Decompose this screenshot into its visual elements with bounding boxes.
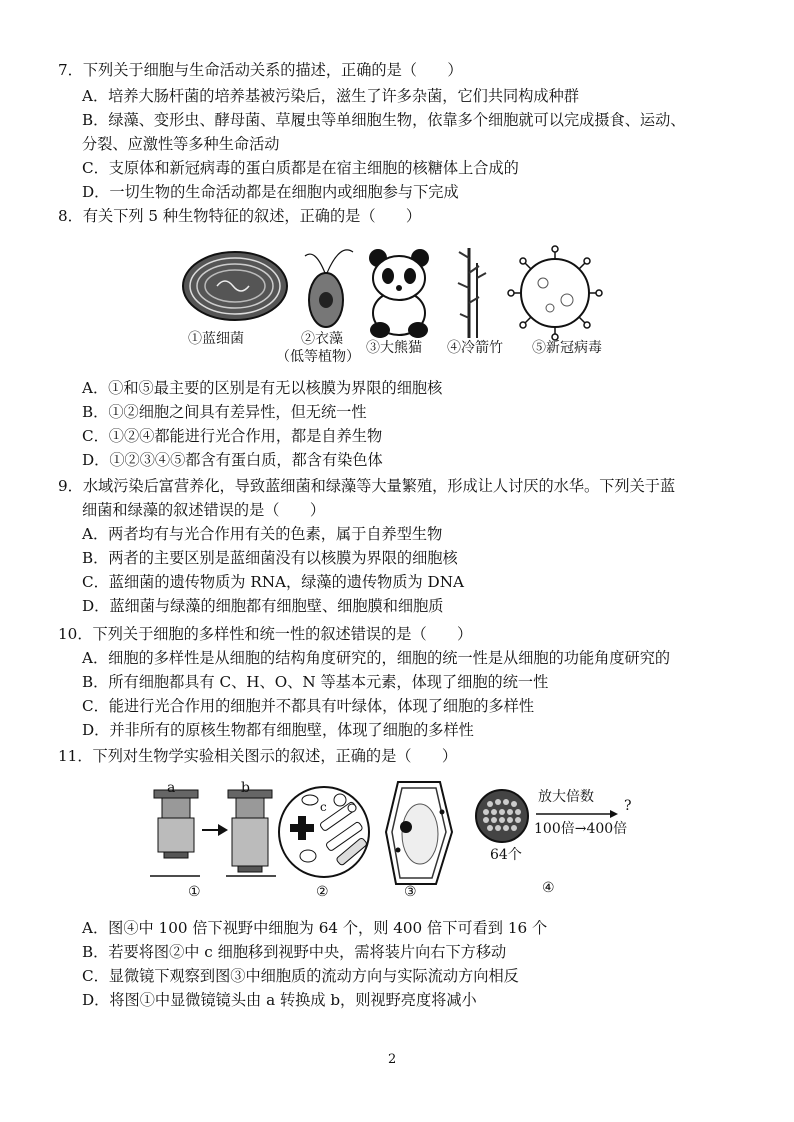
q7-option-b-line2: 分裂、应激性等多种生命活动 [82,135,280,153]
q8-option-b: B．①②细胞之间具有差异性，但无统一性 [82,403,367,421]
q11-label-c: c [320,800,327,814]
q11-mag-change: 100倍→400倍 [534,821,628,837]
q11-label-a: a [167,780,176,796]
q7-option-c: C．支原体和新冠病毒的蛋白质都是在宿主细胞的核糖体上合成的 [82,159,519,177]
q9-option-a: A．两者均有与光合作用有关的色素，属于自养型生物 [82,525,443,543]
page-number: 2 [388,1052,397,1067]
q11-label-b: b [241,780,250,796]
q9-option-b: B．两者的主要区别是蓝细菌没有以核膜为界限的细胞核 [82,549,458,567]
q7-option-a: A．培养大肠杆菌的培养基被污染后，滋生了许多杂菌，它们共同构成种群 [82,87,579,105]
q8-label-5: ⑤新冠病毒 [532,340,602,356]
q7-stem: 7．下列关于细胞与生命活动关系的描述，正确的是（ ） [58,61,463,79]
q11-option-b: B．若要将图②中 c 细胞移到视野中央，需将装片向右下方移动 [82,943,507,961]
q9-option-c: C．蓝细菌的遗传物质为 RNA，绿藻的遗传物质为 DNA [82,573,464,591]
q10-option-c: C．能进行光合作用的细胞并不都具有叶绿体，体现了细胞的多样性 [82,697,535,715]
q11-option-c: C．显微镜下观察到图③中细胞质的流动方向与实际流动方向相反 [82,967,519,985]
q11-mag-title: 放大倍数 [538,789,594,805]
q11-fig-num-2: ② [316,884,329,900]
q11-fig-num-3: ③ [404,884,417,900]
q11-option-a: A．图④中 100 倍下视野中细胞为 64 个，则 400 倍下可看到 16 个 [82,919,548,937]
q8-option-d: D．①②③④⑤都含有蛋白质，都含有染色体 [82,451,383,469]
q11-stem: 11．下列对生物学实验相关图示的叙述，正确的是（ ） [58,747,458,765]
q8-label-1: ①蓝细菌 [188,331,244,347]
cyanobacterium-image [183,252,287,320]
q8-option-a: A．①和⑤最主要的区别是有无以核膜为界限的细胞核 [82,379,443,397]
q8-option-c: C．①②④都能进行光合作用，都是自养生物 [82,427,383,445]
chlamydomonas-image [305,250,353,327]
q8-label-4: ④冷箭竹 [447,340,503,356]
q11-question-mark: ? [624,798,632,814]
q9-option-d: D．蓝细菌与绿藻的细胞都有细胞壁、细胞膜和细胞质 [82,597,444,615]
bamboo-image [458,248,486,338]
q7-option-d: D．一切生物的生命活动都是在细胞内或细胞参与下完成 [82,183,459,201]
q7-option-b-line1: B．绿藻、变形虫、酵母菌、草履虫等单细胞生物，依靠多个细胞就可以完成摄食、运动、 [82,111,686,129]
coronavirus-image [508,246,602,340]
q10-option-a: A．细胞的多样性是从细胞的结构角度研究的，细胞的统一性是从细胞的功能角度研究的 [82,649,671,667]
objective-lens-b [228,790,272,872]
q11-fig-num-4: ④ [542,880,555,896]
q10-stem: 10．下列关于细胞的多样性和统一性的叙述错误的是（ ） [58,625,473,643]
plant-cell-image [386,782,452,884]
q9-stem-line2: 细菌和绿藻的叙述错误的是（ ） [82,501,325,519]
q8-stem: 8．有关下列 5 种生物特征的叙述，正确的是（ ） [58,207,422,225]
q8-label-2: ②衣藻 [301,331,343,347]
q8-label-2-sub: （低等植物） [276,349,360,365]
q10-option-d: D．并非所有的原核生物都有细胞壁，体现了细胞的多样性 [82,721,474,739]
q8-label-3: ③大熊猫 [366,340,422,356]
q11-option-d: D．将图①中显微镜镜头由 a 转换成 b，则视野亮度将减小 [82,991,477,1009]
q11-cell-count: 64个 [490,847,522,863]
q10-option-b: B．所有细胞都具有 C、H、O、N 等基本元素，体现了细胞的统一性 [82,673,549,691]
q11-fig-num-1: ① [188,884,201,900]
q9-stem-line1: 9．水域污染后富营养化，导致蓝细菌和绿藻等大量繁殖，形成让人讨厌的水华。下列关于蓝 [58,477,676,495]
objective-lens-a [154,790,198,858]
panda-image [369,249,429,338]
